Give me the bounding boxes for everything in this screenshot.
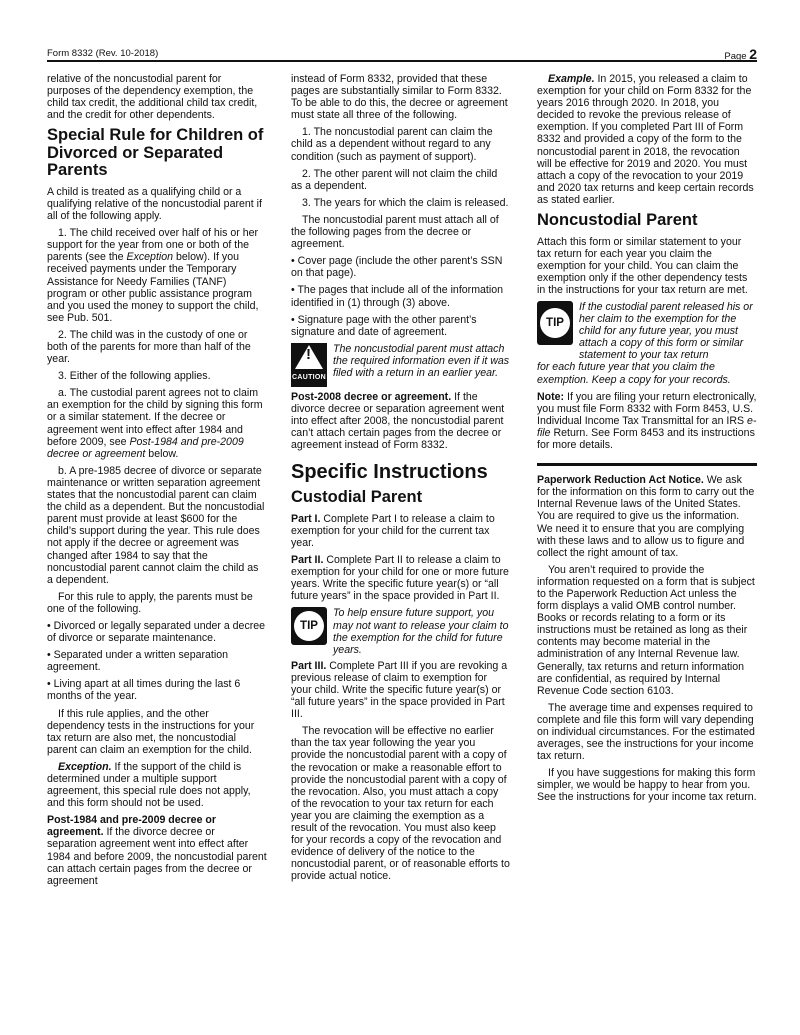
paragraph	[291, 554, 510, 602]
form-identifier: Form 8332 (Rev. 10-2018)	[47, 48, 159, 59]
bullet-item: • Separated under a written separation agreement.	[47, 649, 228, 674]
paragraph: If you have suggestions for making this form simpler, we would be happy to hear from you. See the instructions for your income tax return.	[537, 767, 757, 804]
bullet-item: • Divorced or legally separated under a decree of divorce or separate maintenance.	[47, 619, 266, 645]
tip-label: TIP	[540, 308, 570, 338]
lead-text: Part II.	[291, 554, 324, 567]
italic-text: for each future year that you claim the exemption. Keep a copy for your records.	[537, 361, 731, 386]
text: If the support of the child is determined under a multiple support agreement, this special rule does not apply, and this form should not be used.	[47, 760, 251, 810]
tip-text: If the custodial parent released his or her claim to the exemption for the child for any future year, you must attach a copy of this form or similar statement to your tax return	[579, 301, 753, 362]
paragraph: A child is treated as a qualifying child or a qualifying relative of the noncustodial parent if all of the following apply.	[47, 185, 262, 223]
lead-text: Example.	[548, 73, 595, 85]
bullet-item: • The pages that include all of the information identified in (1) through (3) above.	[291, 284, 503, 309]
tip-icon	[537, 301, 573, 345]
paragraph: 2. The child was in the custody of one or both of the parents for more than half of the year.	[47, 328, 251, 366]
page-label: Page	[724, 51, 747, 62]
paragraph	[47, 387, 267, 460]
paragraph: b. A pre-1985 decree of divorce or separate maintenance or written separation agreement states that the noncustodial parent can claim the child as a dependent. But the noncustodial parent must provide at least $600 for the child’s support during the year. This rule does not apply if the decree or agreement was changed after 1984 to say that the noncustodial parent cannot claim the child as a dependent.	[47, 464, 265, 586]
lead-text: Part I.	[291, 512, 321, 525]
paragraph	[47, 227, 267, 324]
tip-box	[291, 607, 510, 655]
tip-label: TIP	[294, 611, 324, 641]
italic-text: Exception	[126, 251, 174, 264]
paragraph: The average time and expenses required to complete and file this form will vary depending on individual circumstances. For the estimated averages, see the instructions for your income tax return.	[537, 701, 755, 763]
lead-text: Exception.	[58, 760, 112, 773]
text: If the divorce decree or separation agreement went into effect after 2008, the noncustodial parent can’t attach certain pages from the decree or agreement instead of Form 8332.	[291, 390, 505, 452]
page-number: 2	[749, 46, 757, 62]
text: Return. See Form 8453 and its instructions for more details.	[537, 426, 755, 452]
lead-text: Post-2008 decree or agreement.	[291, 390, 452, 403]
paragraph	[291, 391, 510, 451]
paragraph	[47, 814, 267, 887]
tip-icon	[291, 607, 327, 645]
caution-box	[291, 343, 510, 387]
paragraph	[291, 660, 510, 720]
paragraph: Attach this form or similar statement to your tax return for each year you claim the exemption for your child. You can claim the exemption only if the other dependency tests in the instructions for your tax return are met.	[537, 235, 748, 296]
paragraph	[291, 513, 510, 549]
heading-specific-instructions: Specific Instructions	[291, 461, 488, 484]
paragraph	[47, 761, 267, 809]
caution-text: The noncustodial parent must attach the required information even if it was filed with a return in an earlier year.	[333, 342, 510, 379]
paragraph: You aren’t required to provide the information requested on a form that is subject to the Paperwork Reduction Act unless the form displays a valid OMB control number. Books or records relating to a form or its instructions must be retained as long as their contents may become material in the administration of any Internal Revenue law. Generally, tax returns and return information are confidential, as required by Internal Revenue Code section 6103.	[537, 563, 755, 697]
paragraph: 1. The noncustodial parent can claim the child as a dependent without regard to any condition (such as payment of support).	[291, 126, 493, 163]
paragraph: instead of Form 8332, provided that these pages are substantially similar to Form 8332. To be able to do this, the decree or agreement must state all three of the following.	[291, 73, 508, 122]
text: below.	[145, 447, 179, 460]
bullet-item: • Cover page (include the other parent’s SSN on that page).	[291, 255, 503, 280]
text: 1. The child received over half of his or her support for the year from one or both of the parents (see the	[47, 227, 259, 264]
caution-label: CAUTION	[292, 374, 326, 382]
text: a. The custodial parent agrees not to claim an exemption for the child by signing this form or a similar statement. If the decree or agreement went into effect after 1984 and before 2009, see	[47, 387, 263, 448]
section-divider	[537, 463, 757, 466]
text: If you are filing your return electronically, you must file Form 8332 with Form 8453, U.S. Individual Income Tax Transmittal for an IRS	[537, 390, 757, 427]
paragraph: 3. Either of the following applies.	[58, 370, 211, 383]
paragraph	[537, 474, 757, 559]
paragraph: relative of the noncustodial parent for purposes of the dependency exemption, the child tax credit, the additional child tax credit, and the credit for other dependents.	[47, 73, 258, 122]
italic-text: Post-1984 and pre-2009 decree or agreement	[47, 435, 244, 460]
paragraph: The noncustodial parent must attach all of the following pages from the decree or agreement.	[291, 213, 499, 251]
page-header	[47, 46, 757, 62]
paragraph: 3. The years for which the claim is released.	[302, 196, 509, 209]
page-indicator	[724, 46, 757, 62]
text: Complete Part II to release a claim to exemption for your child for one or more future years. Write the specific future year(s) or “all future years” in the space provided in Part II.	[291, 554, 509, 603]
text: If the divorce decree or separation agreement went into effect after 1984 and before 2009, the noncustodial parent can attach certain pages from the decree or agreement	[47, 826, 267, 887]
tip-box	[537, 301, 757, 361]
caution-icon	[291, 343, 327, 387]
text: In 2015, you released a claim to exemption for your child on Form 8332 for the years 2016 through 2020. In 2018, you decided to revoke the previous release of exemption. If you completed Part III of Form 8332 and provided a copy of the form to the noncustodial parent in 2018, the revocation will be effective for 2019 and 2020. You must attach a copy of the revocation to your 2019 and 2020 tax returns and keep certain records as stated earlier.	[537, 73, 754, 206]
text: below). If you received payments under the Temporary Assistance for Needy Families (TANF) program or other public assistance program and you used the money to support the child, see Pub. 501.	[47, 251, 259, 324]
text: We ask for the information on this form to carry out the Internal Revenue laws of the United States. You are required to give us the information. We need it to ensure that you are complying with these laws and to allow us to figure and collect the right amount of tax.	[537, 474, 755, 559]
tip-text: To help ensure future support, you may not want to release your claim to the exemption for the child for future years.	[333, 607, 509, 656]
tip-text-continued	[537, 361, 757, 385]
italic-text: e-file	[537, 414, 757, 439]
lead-text: Note:	[537, 390, 565, 403]
column-3	[537, 73, 757, 809]
text: Complete Part III if you are revoking a previous release of claim to exemption for your child. Write the specific future year(s) or “all future years” in the space provided in Part III.	[291, 659, 508, 721]
lead-text: Paperwork Reduction Act Notice.	[537, 474, 704, 487]
bullet-item: • Signature page with the other parent’s signature and date of agreement.	[291, 313, 477, 338]
paragraph	[537, 73, 757, 206]
bullet-item: • Living apart at all times during the last 6 months of the year.	[47, 678, 241, 703]
exclamation-mark: !	[306, 346, 311, 364]
paragraph: For this rule to apply, the parents must be one of the following.	[47, 590, 253, 615]
heading-special-rule: Special Rule for Children of Divorced or Separated Parents	[47, 126, 264, 180]
lead-text: Post-1984 and pre-2009 decree or agreement.	[47, 814, 216, 839]
paragraph: If this rule applies, and the other dependency tests in the instructions for your tax return are also met, the noncustodial parent can claim an exemption for the child.	[47, 707, 255, 756]
column-1	[47, 73, 267, 892]
paragraph: 2. The other parent will not claim the child as a dependent.	[291, 167, 498, 192]
column-2	[291, 73, 510, 887]
paragraph	[537, 391, 757, 451]
lead-text: Part III.	[291, 659, 327, 672]
heading-noncustodial-parent: Noncustodial Parent	[537, 211, 698, 230]
text: Complete Part I to release a claim to exemption for your child for the current tax year.	[291, 512, 495, 549]
heading-custodial-parent: Custodial Parent	[291, 488, 423, 507]
paragraph: The revocation will be effective no earlier than the tax year following the year you provide the noncustodial parent with a copy of the revocation or make a reasonable effort to provide the noncustodial parent with a copy of the revocation. Also, you must attach a copy of the revocation to your tax return for each year you are claiming the exemption as a result of the revocation. You must also keep for your records a copy of the revocation and evidence of delivery of the notice to the noncustodial parent, or of reasonable efforts to provide actual notice.	[291, 725, 510, 883]
